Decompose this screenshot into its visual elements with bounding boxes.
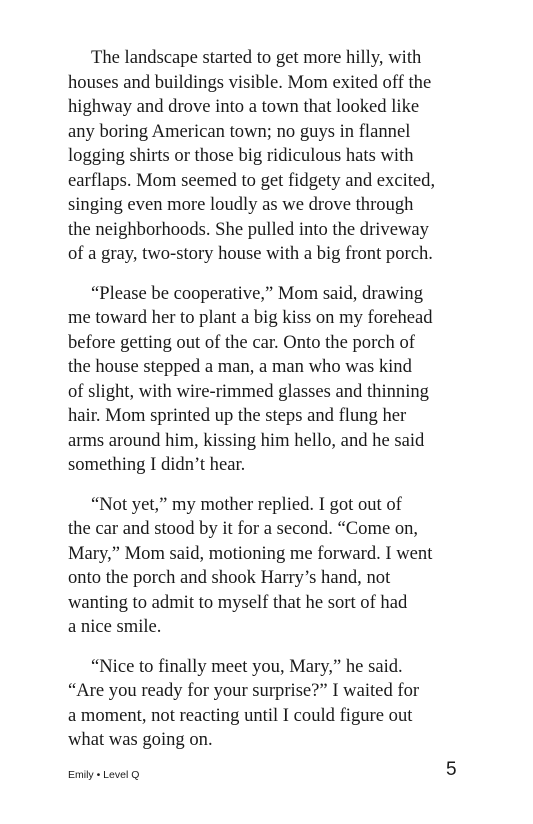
text-line: “Are you ready for your surprise?” I waited for xyxy=(68,680,420,701)
text-line: the car and stood by it for a second. “Come on, xyxy=(68,518,419,539)
text-line: me toward her to plant a big kiss on my forehead xyxy=(68,307,433,328)
text-line: highway and drove into a town that looked like xyxy=(68,96,420,117)
text-line: singing even more loudly as we drove through xyxy=(68,194,414,215)
text-line: any boring American town; no guys in flannel xyxy=(68,120,411,142)
text-line: arms around him, kissing him hello, and he said xyxy=(68,429,425,451)
text-line: of a gray, two-story house with a big front porch. xyxy=(68,243,433,264)
text-line: logging shirts or those big ridiculous hats with xyxy=(68,145,414,166)
page-number: 5 xyxy=(446,759,457,780)
text-line: The landscape started to get more hilly, with xyxy=(91,47,422,68)
text-line: a moment, not reacting until I could figure out xyxy=(68,704,413,726)
text-line: Mary,” Mom said, motioning me forward. I went xyxy=(68,542,433,564)
text-line: “Please be cooperative,” Mom said, drawing xyxy=(91,282,423,304)
text-line: hair. Mom sprinted up the steps and flung her xyxy=(68,405,407,426)
paragraph-4 xyxy=(68,655,488,753)
text-line: of slight, with wire-rimmed glasses and thinning xyxy=(68,380,429,402)
text-line: something I didn’t hear. xyxy=(68,454,246,475)
text-line: the neighborhoods. She pulled into the driveway xyxy=(68,218,429,240)
text-line: onto the porch and shook Harry’s hand, not xyxy=(68,567,391,588)
footer-book-title: Emily • Level Q xyxy=(68,769,140,781)
text-line: “Not yet,” my mother replied. I got out of xyxy=(91,493,402,515)
story-text xyxy=(68,46,488,768)
text-line: what was going on. xyxy=(68,729,213,750)
text-line: houses and buildings visible. Mom exited off the xyxy=(68,71,432,93)
paragraph-2 xyxy=(68,282,488,478)
paragraph-1 xyxy=(68,46,488,267)
text-line: the house stepped a man, a man who was kind xyxy=(68,356,412,377)
text-line: before getting out of the car. Onto the porch of xyxy=(68,331,415,353)
text-line: wanting to admit to myself that he sort of had xyxy=(68,591,408,613)
text-line: “Nice to finally meet you, Mary,” he said. xyxy=(91,655,403,677)
text-line: a nice smile. xyxy=(68,616,162,637)
text-line: earflaps. Mom seemed to get fidgety and excited, xyxy=(68,169,436,191)
paragraph-3 xyxy=(68,493,488,640)
